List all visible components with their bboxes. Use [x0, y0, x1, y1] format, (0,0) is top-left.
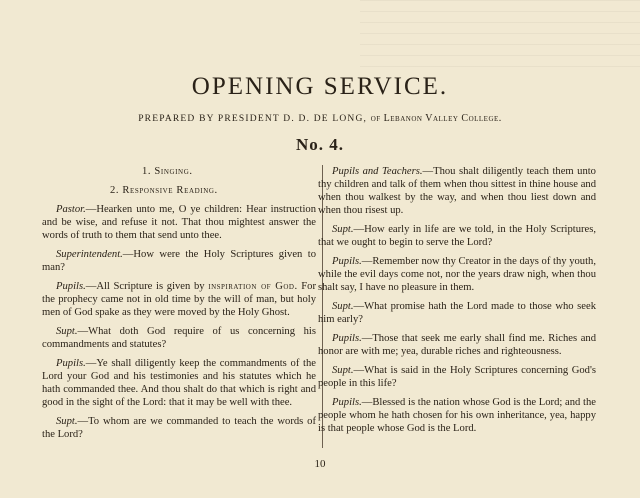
reading-text: —All Scripture is given by	[85, 281, 209, 292]
reading-text: —What is said in the Holy Scriptures concerning God's people in this life?	[318, 365, 596, 389]
speaker: Supt.	[332, 365, 354, 376]
reading-text: —What doth God require of us concerning his commandments and statutes?	[42, 326, 316, 350]
reading-paragraph	[42, 280, 316, 319]
reading-paragraph	[42, 248, 316, 274]
reading-text: —Remember now thy Creator in the days of thy youth, while the evil days come not, nor the years draw nigh, when thou shalt say, I have no pleasure in them.	[318, 256, 596, 293]
reading-paragraph	[42, 203, 316, 242]
subtitle-college: of Lebanon Valley College.	[370, 113, 502, 124]
reading-text: —How early in life are we told, in the Holy Scriptures, that we ought to begin to serve the Lord?	[318, 224, 596, 248]
reading-text: —What promise hath the Lord made to those who seek him early?	[318, 301, 596, 325]
heading-singing: 1. Singing.	[142, 166, 193, 177]
speaker: Pupils.	[56, 281, 86, 292]
reading-text: —Blessed is the nation whose God is the Lord; and the people whom he hath chosen for his own inheritance, yea, happy is that people whose God is the Lord.	[318, 397, 596, 434]
reading-text: —To whom are we commanded to teach the words of the Lord?	[42, 416, 316, 440]
reading-paragraph	[42, 415, 316, 441]
page-title: OPENING SERVICE.	[191, 73, 449, 100]
reading-paragraph	[318, 364, 596, 390]
speaker: Pastor.	[56, 204, 86, 215]
subtitle	[0, 113, 640, 124]
speaker: Pupils and Teachers.	[332, 166, 423, 177]
reading-paragraph	[318, 165, 596, 217]
reading-paragraph	[318, 300, 596, 326]
subtitle-main: PREPARED BY PRESIDENT D. D. DE LONG,	[138, 114, 368, 124]
right-column	[318, 165, 596, 441]
bleed-through-text	[360, 0, 640, 70]
heading-responsive-reading: 2. Responsive Reading.	[110, 185, 218, 196]
speaker: Pupils.	[332, 256, 362, 267]
reading-paragraph	[318, 332, 596, 358]
reading-text: For the prophecy came not in old time by the will of man, but holy men of God spake as they were moved by the Holy Ghost.	[42, 281, 316, 318]
reading-text: —Hearken unto me, O ye children: Hear instruction and be wise, and refuse it not. That thou mightest answer the words of truth to them that send unto thee.	[42, 204, 316, 241]
speaker: Supt.	[56, 326, 78, 337]
reading-caps: inspiration of God.	[208, 281, 298, 292]
reading-paragraph	[318, 255, 596, 294]
reading-paragraph	[42, 357, 316, 409]
speaker: Supt.	[56, 416, 78, 427]
reading-text: —Ye shall diligently keep the commandments of the Lord your God and his testimonies and his statutes which he hath commanded thee. And thou shalt do that which is right and good in the sight of the Lord: that it may be well with thee.	[42, 358, 316, 408]
reading-paragraph	[42, 325, 316, 351]
reading-text: —Those that seek me early shall find me. Riches and honor are with me; yea, durable riches and righteousness.	[318, 333, 596, 357]
left-column	[42, 165, 316, 447]
speaker: Supt.	[332, 224, 354, 235]
speaker: Supt.	[332, 301, 354, 312]
service-number: No. 4.	[295, 135, 345, 154]
speaker: Superintendent.	[56, 249, 123, 260]
reading-text: —Thou shalt diligently teach them unto thy children and talk of them when thou sittest in thine house and when thou walkest by the way, and when thou liest down and when thou risest up.	[318, 166, 596, 216]
speaker: Pupils.	[56, 358, 86, 369]
speaker: Pupils.	[332, 397, 362, 408]
reading-text: —How were the Holy Scriptures given to man?	[42, 249, 316, 273]
speaker: Pupils.	[332, 333, 362, 344]
reading-paragraph	[318, 223, 596, 249]
page-number: 10	[314, 458, 326, 470]
reading-paragraph	[318, 396, 596, 435]
